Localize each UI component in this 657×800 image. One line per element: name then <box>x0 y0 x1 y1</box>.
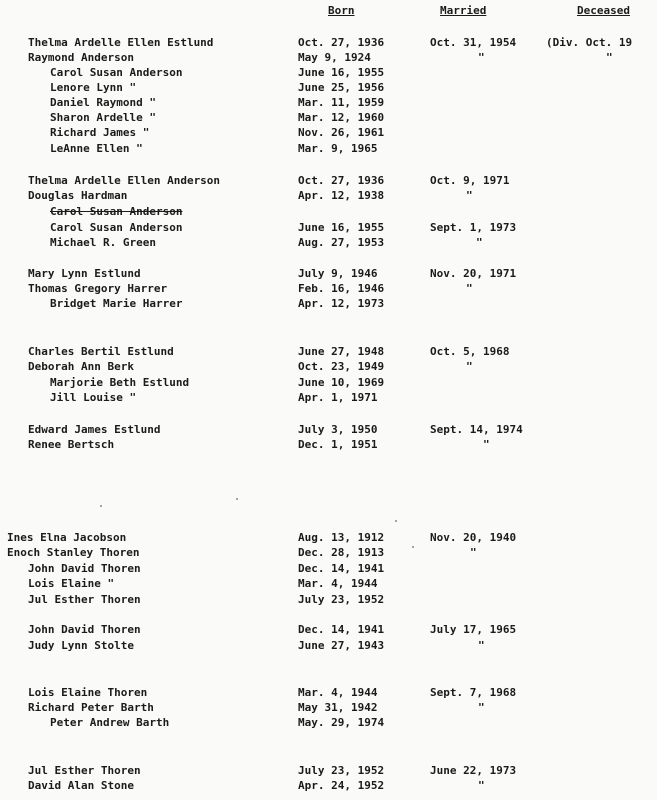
person-name: Jill Louise " <box>50 391 137 404</box>
person-name: John David Thoren <box>28 623 141 636</box>
record-row <box>0 778 657 793</box>
married-date: Nov. 20, 1971 <box>430 267 517 280</box>
born-date: June 25, 1956 <box>298 81 385 94</box>
born-date: Apr. 1, 1971 <box>298 391 378 404</box>
married-ditto: " <box>478 701 485 714</box>
record-row <box>0 125 657 140</box>
married-date: Oct. 5, 1968 <box>430 345 510 358</box>
person-name: Lenore Lynn " <box>50 81 137 94</box>
record-row <box>0 110 657 125</box>
person-name: Lois Elaine " <box>28 577 115 590</box>
married-ditto: " <box>478 51 485 64</box>
record-row <box>0 375 657 390</box>
born-date: July 23, 1952 <box>298 764 385 777</box>
married-date: Sept. 1, 1973 <box>430 221 517 234</box>
married-ditto: " <box>466 360 473 373</box>
record-row <box>0 545 657 560</box>
person-name: Edward James Estlund <box>28 423 161 436</box>
born-date: Oct. 27, 1936 <box>298 36 385 49</box>
married-ditto: " <box>478 779 485 792</box>
born-date: July 23, 1952 <box>298 593 385 606</box>
record-row <box>0 638 657 653</box>
person-name: Enoch Stanley Thoren <box>7 546 140 559</box>
record-row <box>0 700 657 715</box>
born-date: Mar. 12, 1960 <box>298 111 385 124</box>
born-date: June 16, 1955 <box>298 66 385 79</box>
married-ditto: " <box>476 236 483 249</box>
record-row <box>0 220 657 235</box>
person-name: Ines Elna Jacobson <box>7 531 127 544</box>
born-date: May 31, 1942 <box>298 701 378 714</box>
record-row <box>0 576 657 591</box>
married-date: Oct. 31, 1954 <box>430 36 517 49</box>
person-name: Raymond Anderson <box>28 51 134 64</box>
person-name: Thelma Ardelle Ellen Estlund <box>28 36 214 49</box>
person-name: Jul Esther Thoren <box>28 764 141 777</box>
born-date: July 9, 1946 <box>298 267 378 280</box>
person-name: Thelma Ardelle Ellen Anderson <box>28 174 221 187</box>
record-row <box>0 173 657 188</box>
person-name: Douglas Hardman <box>28 189 128 202</box>
record-row <box>0 35 657 50</box>
born-date: June 27, 1943 <box>298 639 385 652</box>
person-name: Michael R. Green <box>50 236 156 249</box>
person-name: David Alan Stone <box>28 779 134 792</box>
married-date: July 17, 1965 <box>430 623 517 636</box>
born-date: Mar. 4, 1944 <box>298 686 378 699</box>
record-row <box>0 204 657 219</box>
person-name: Marjorie Beth Estlund <box>50 376 190 389</box>
person-name: Peter Andrew Barth <box>50 716 170 729</box>
record-row <box>0 266 657 281</box>
married-ditto: " <box>483 438 490 451</box>
born-date: Dec. 14, 1941 <box>298 562 385 575</box>
born-date: Apr. 12, 1938 <box>298 189 385 202</box>
record-row <box>0 80 657 95</box>
record-row <box>0 622 657 637</box>
born-date: June 10, 1969 <box>298 376 385 389</box>
record-row <box>0 715 657 730</box>
born-date: Apr. 24, 1952 <box>298 779 385 792</box>
deceased-ditto: " <box>606 51 613 64</box>
record-row <box>0 188 657 203</box>
born-date: Dec. 14, 1941 <box>298 623 385 636</box>
person-name: LeAnne Ellen " <box>50 142 143 155</box>
record-row <box>0 95 657 110</box>
record-row <box>0 281 657 296</box>
born-date: Oct. 27, 1936 <box>298 174 385 187</box>
person-name: Sharon Ardelle " <box>50 111 156 124</box>
married-date: June 22, 1973 <box>430 764 517 777</box>
person-name: Carol Susan Anderson <box>50 66 183 79</box>
record-row <box>0 359 657 374</box>
person-name: Richard James " <box>50 126 150 139</box>
born-date: May 9, 1924 <box>298 51 371 64</box>
born-date: Dec. 1, 1951 <box>298 438 378 451</box>
record-row <box>0 390 657 405</box>
deceased-note: (Div. Oct. 19 <box>546 36 633 49</box>
born-date: Feb. 16, 1946 <box>298 282 385 295</box>
married-date: Nov. 20, 1940 <box>430 531 517 544</box>
married-date: Oct. 9, 1971 <box>430 174 510 187</box>
person-name: Judy Lynn Stolte <box>28 639 134 652</box>
married-ditto: " <box>478 639 485 652</box>
born-date: Dec. 28, 1913 <box>298 546 385 559</box>
born-date: Apr. 12, 1973 <box>298 297 385 310</box>
deceased-header: Deceased <box>577 4 630 17</box>
born-date: Aug. 13, 1912 <box>298 531 385 544</box>
person-name: Daniel Raymond " <box>50 96 156 109</box>
record-row <box>0 235 657 250</box>
married-ditto: " <box>466 282 473 295</box>
record-row <box>0 65 657 80</box>
born-date: July 3, 1950 <box>298 423 378 436</box>
person-name: Bridget Marie Harrer <box>50 297 183 310</box>
born-date: Nov. 26, 1961 <box>298 126 385 139</box>
person-name: Carol Susan Anderson <box>50 221 183 234</box>
born-date: June 16, 1955 <box>298 221 385 234</box>
record-row <box>0 763 657 778</box>
record-row <box>0 141 657 156</box>
record-row <box>0 296 657 311</box>
record-row <box>0 422 657 437</box>
record-row <box>0 50 657 65</box>
record-row <box>0 530 657 545</box>
person-name: Richard Peter Barth <box>28 701 154 714</box>
married-ditto: " <box>466 189 473 202</box>
born-date: Mar. 11, 1959 <box>298 96 385 109</box>
paper-speck <box>236 498 238 500</box>
person-name: John David Thoren <box>28 562 141 575</box>
record-row <box>0 592 657 607</box>
record-row <box>0 685 657 700</box>
person-name: Deborah Ann Berk <box>28 360 134 373</box>
person-name: Thomas Gregory Harrer <box>28 282 168 295</box>
born-date: May. 29, 1974 <box>298 716 385 729</box>
married-header: Married <box>440 4 487 17</box>
married-date: Sept. 14, 1974 <box>430 423 523 436</box>
born-date: Oct. 23, 1949 <box>298 360 385 373</box>
record-row <box>0 561 657 576</box>
paper-speck <box>100 505 102 507</box>
person-name: Renee Bertsch <box>28 438 115 451</box>
record-row <box>0 437 657 452</box>
person-name-struck: Carol Susan Anderson <box>50 205 183 218</box>
record-row <box>0 344 657 359</box>
born-header: Born <box>328 4 355 17</box>
person-name: Lois Elaine Thoren <box>28 686 148 699</box>
person-name: Jul Esther Thoren <box>28 593 141 606</box>
born-date: Aug. 27, 1953 <box>298 236 385 249</box>
born-date: June 27, 1948 <box>298 345 385 358</box>
born-date: Mar. 9, 1965 <box>298 142 378 155</box>
person-name: Charles Bertil Estlund <box>28 345 174 358</box>
married-ditto: " <box>470 546 477 559</box>
born-date: Mar. 4, 1944 <box>298 577 378 590</box>
person-name: Mary Lynn Estlund <box>28 267 141 280</box>
paper-speck <box>395 520 397 522</box>
married-date: Sept. 7, 1968 <box>430 686 517 699</box>
